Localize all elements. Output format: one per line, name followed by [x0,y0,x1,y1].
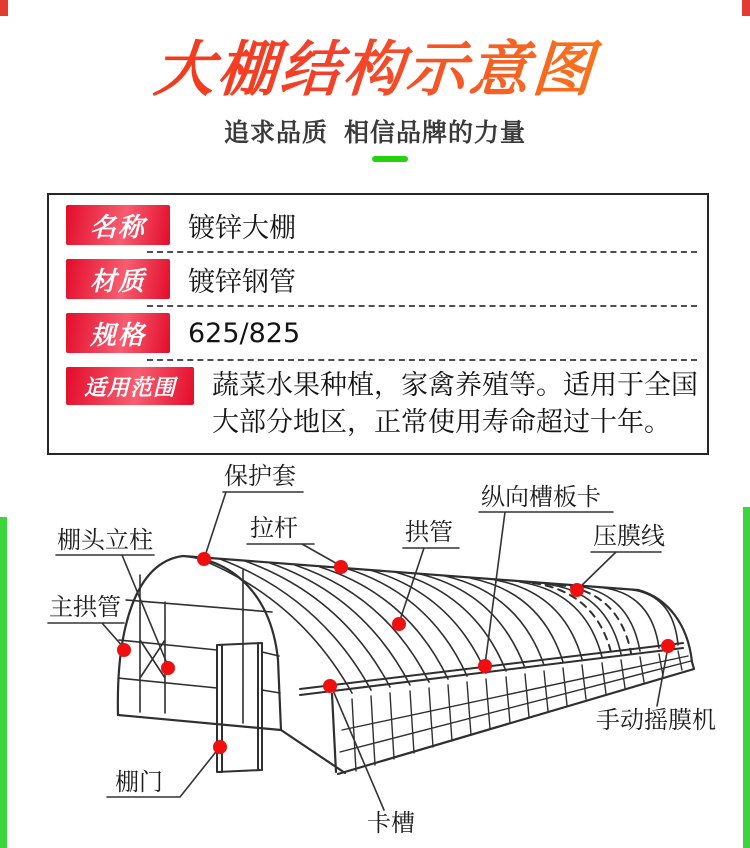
spec-row-material [49,259,707,299]
subtitle-part1: 追求品质 [223,118,328,147]
label-manual-film-reeler: 手动摇膜机 [596,706,716,734]
label-tie-rod: 拉杆 [250,514,298,542]
spec-value: 625/825 [188,317,301,349]
page-subtitle [0,113,750,149]
spec-value: 镀锌钢管 [188,266,296,298]
spec-label-chip: 适用范围 [66,367,194,405]
label-longitudinal-channel-clip: 纵向槽板卡 [481,483,601,511]
dashed-separator [147,251,697,253]
page-title: 大棚结构示意图 [0,22,750,108]
spec-label-chip: 名称 [66,205,170,245]
spec-row-spec [49,313,707,353]
label-clip-channel: 卡槽 [367,809,415,837]
spec-value: 镀锌大棚 [188,212,296,244]
label-protective-sleeve: 保护套 [224,462,296,490]
green-accent-dash [372,156,408,162]
front-face-frame [118,570,280,723]
top-left-red-mark [0,0,8,16]
label-door: 棚门 [115,768,163,796]
spec-row-name [49,205,707,245]
dashed-separator [147,359,697,361]
subtitle-part2: 相信品牌的力量 [344,118,527,147]
dashed-separator [147,305,697,307]
spec-table [47,193,709,455]
greenhouse-structure [118,556,694,774]
spec-value: 蔬菜水果种植，家禽养殖等。适用于全国大部分地区，正常使用寿命超过十年。 [212,370,698,438]
spec-label-chip: 规格 [66,313,170,353]
spec-label-chip: 材质 [66,259,170,299]
greenhouse-diagram [0,430,750,848]
label-main-arch-pipe: 主拱管 [49,593,121,621]
label-film-press-line: 压膜线 [593,522,665,550]
top-right-red-mark [742,0,750,16]
label-end-post: 棚头立柱 [57,526,153,554]
label-arch-pipe: 拱管 [405,518,453,546]
